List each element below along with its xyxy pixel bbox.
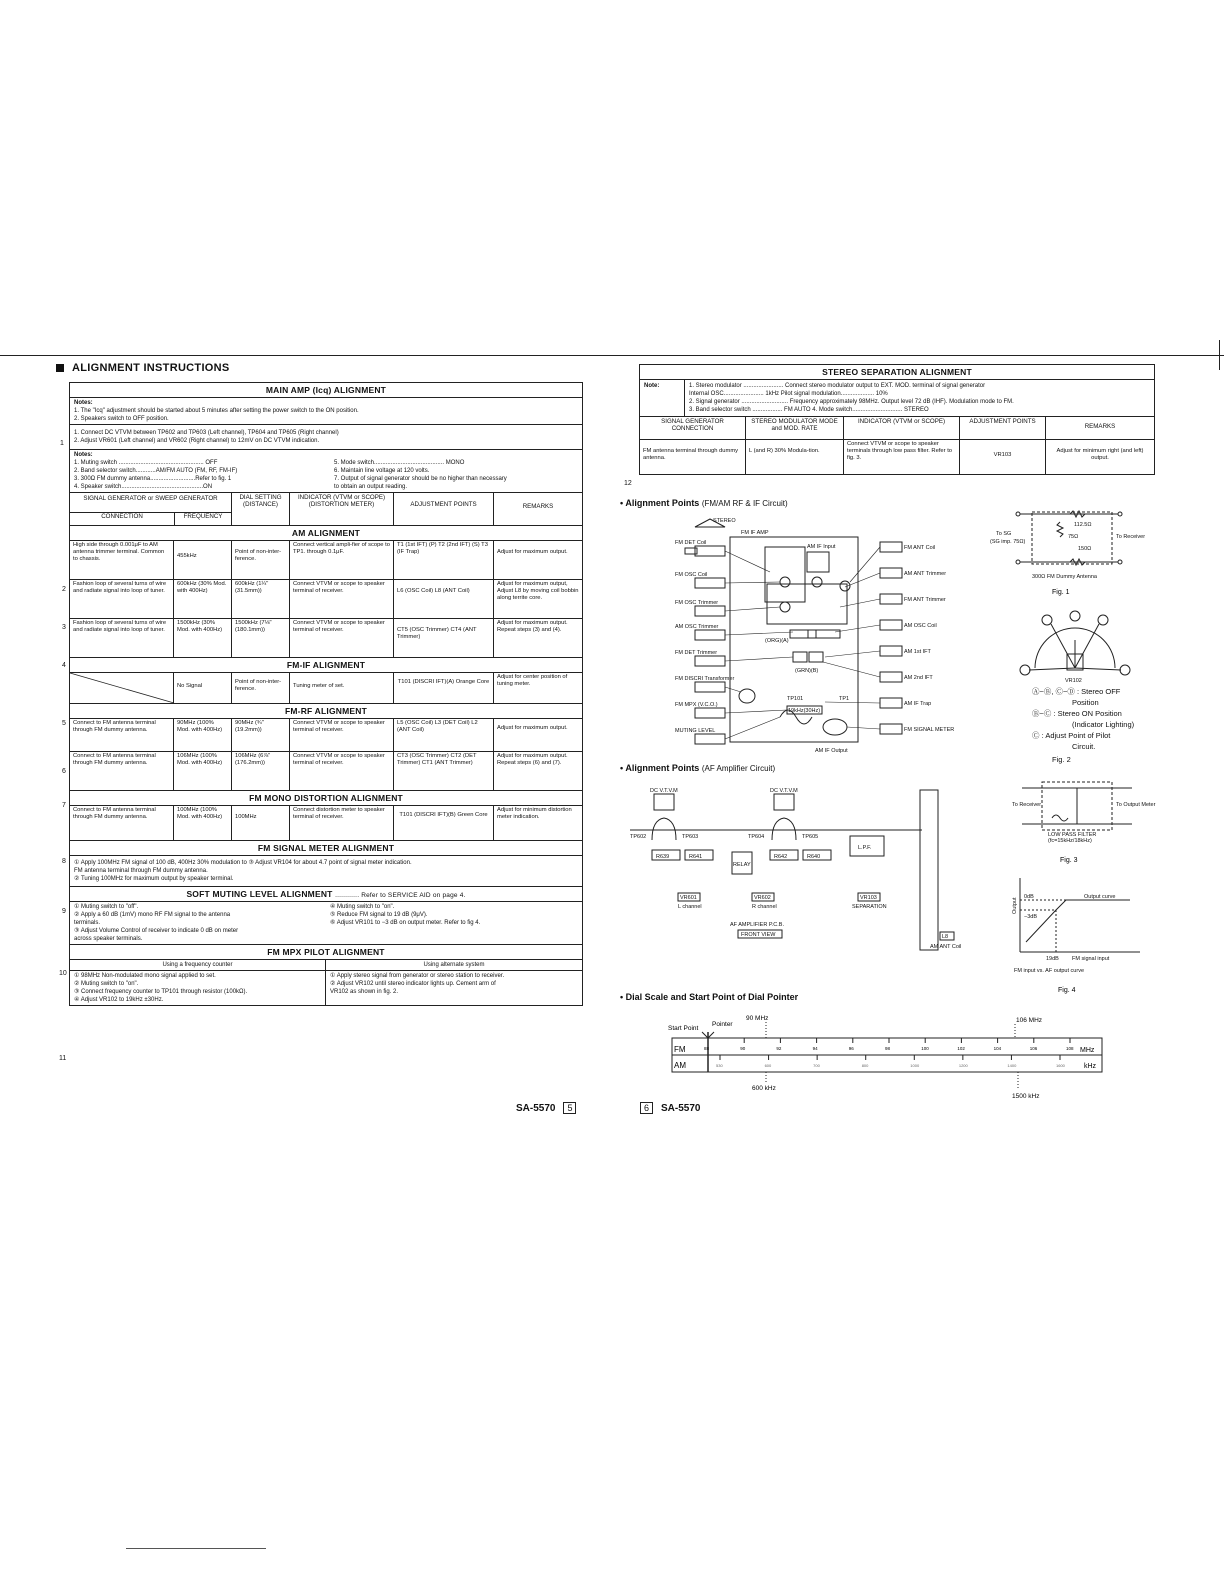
step-number: 9	[62, 908, 66, 915]
heading-sub: (AF Amplifier Circuit)	[701, 764, 776, 773]
table-row	[70, 719, 582, 752]
dial-fm-tick-label: 90	[740, 1046, 746, 1051]
af-label-vr103: VR103	[860, 895, 877, 901]
cell-frequency: 1500kHz (30% Mod. with 400Hz)	[174, 619, 232, 657]
rf-label-fm-signal-meter: FM SIGNAL METER	[904, 727, 955, 733]
cell-frequency: 100MHz (100% Mod. with 400Hz)	[174, 806, 232, 840]
header-indicator: INDICATOR (VTVM or SCOPE)	[844, 417, 960, 439]
note-line: 4. Speaker switch.................................................ON	[74, 484, 213, 490]
af-board-diagram	[630, 780, 960, 980]
rf-label-am-osc-coil: AM OSC Coil	[904, 623, 937, 629]
af-label-rch: R channel	[752, 904, 777, 910]
stereo-notes	[640, 380, 1154, 417]
cell-indicator: Connect VTVM or scope to speaker terminal of receiver.	[290, 580, 394, 618]
dial-fm-tick-label: 92	[776, 1046, 782, 1051]
table-row	[70, 541, 582, 580]
cell-frequency: 455kHz	[174, 541, 232, 579]
af-label-dcvtvm: DC V.T.V.M	[650, 788, 678, 794]
af-label-pcb: AF AMPLIFIER P.C.B.	[730, 922, 784, 928]
header-connection: CONNECTION	[70, 513, 175, 525]
step-number: 1	[60, 440, 64, 447]
dial-fm-label: FM	[674, 1045, 686, 1054]
dial-am-tick-label: 800	[861, 1063, 869, 1068]
cell-connection: Fashion loop of several turns of wire and radiate signal into loop of tuner.	[70, 619, 174, 657]
model-number: SA-5570	[516, 1102, 556, 1114]
notes-label: Notes:	[74, 452, 93, 458]
dial-mhz-unit: MHz	[1080, 1047, 1095, 1054]
bottom-rule	[126, 1548, 266, 1549]
fig3-lpf-sub: (fc=15kHz/18kHz)	[1048, 838, 1092, 844]
step-line: terminals.	[74, 920, 101, 926]
heading-dial-scale: • Dial Scale and Start Point of Dial Pointer	[620, 992, 799, 1002]
rf-label-stereo: STEREO	[713, 518, 736, 524]
cell-dial: 90MHz (¾" (19.2mm))	[232, 719, 290, 751]
step-line: ① 98MHz Non-modulated mono signal applied to set.	[74, 973, 216, 979]
dial-fm-tick-label: 108	[1066, 1046, 1074, 1051]
header-remarks: REMARKS	[1084, 423, 1116, 430]
cell-dial: 1500kHz (7⅛" (180.1mm))	[232, 619, 290, 657]
fig1-r1: 112.5Ω	[1074, 522, 1092, 528]
header-signal-generator: SIGNAL GENERATOR or SWEEP GENERATOR	[70, 493, 231, 513]
af-label-relay: RELAY	[733, 862, 751, 868]
af-label-front-view: FRONT VIEW	[741, 932, 776, 938]
fig3-to-receiver: To Receiver	[1012, 802, 1042, 808]
page-number: 5	[563, 1102, 576, 1114]
rf-label-fm-osc-coil: FM OSC Coil	[675, 572, 708, 578]
rf-label-tp101: TP101	[787, 696, 804, 702]
section-title-am: AM ALIGNMENT	[70, 526, 582, 541]
fig4-axis: Output	[1012, 897, 1018, 914]
fig1-label: Fig. 1	[1052, 589, 1070, 596]
dial-600khz: 600 kHz	[752, 1085, 776, 1092]
dial-am-tick-label: 600	[764, 1063, 772, 1068]
cell-connection: Fashion loop of several turns of wire and radiate signal into loop of tuner.	[70, 580, 174, 618]
heading-alignment-rf	[620, 498, 788, 508]
rf-board-diagram	[675, 512, 955, 757]
step-line: ② Muting switch to "on".	[74, 981, 139, 987]
step-number: 10	[59, 970, 67, 977]
section-title-main-amp: MAIN AMP (Icq) ALIGNMENT	[70, 383, 582, 398]
heading-text: • Alignment Points	[620, 498, 700, 508]
step-line: ② Apply a 60 dB (1mV) mono RF FM signal to the antenna	[74, 912, 231, 918]
fig1-caption: 300Ω FM Dummy Antenna	[1032, 574, 1097, 580]
mpx-steps	[70, 971, 582, 1005]
cell-remarks: Adjust for maximum output.	[497, 725, 568, 731]
fig4-label: Fig. 4	[1058, 987, 1076, 994]
step-number: 5	[62, 720, 66, 727]
cell-adjustment: L5 (OSC Coil) L3 (DET Coil) L2 (ANT Coil)	[394, 719, 494, 751]
rf-label-fm-osc-trimmer: FM OSC Trimmer	[675, 600, 719, 606]
step-line: VR102 as shown in fig. 2.	[330, 989, 399, 995]
note-line: 1. Muting switch ................................................... OFF	[74, 460, 218, 466]
cell-adjustment: T1 (1st IFT) (P) T2 (2nd IFT) (S) T3 (IF Trap)	[394, 541, 494, 579]
step-line: ② Tuning 100MHz for maximum output by speaker terminal.	[74, 876, 234, 882]
cell-mode: L (and R) 30% Modula-tion.	[746, 440, 844, 474]
step-number: 6	[62, 768, 66, 775]
cell-adjustment: T101 (DISCRI IFT)(B) Green Core	[394, 806, 494, 840]
cell-adjustment: T101 (DISCRI IFT)(A) Orange Core	[394, 673, 494, 703]
cell-indicator: Connect distortion meter to speaker terminal of receiver.	[290, 806, 394, 840]
step-line: ① Apply 100MHz FM signal of 100 dB, 400Hz 30% modulation to ③ Adjust VR104 for about 4.7 point of signal meter indication.	[74, 860, 412, 866]
rf-label-fm-det-coil: FM DET Coil	[675, 540, 707, 546]
model-number: SA-5570	[661, 1102, 701, 1114]
fig2-legend	[1032, 686, 1134, 765]
fig2-line: Circuit.	[1072, 742, 1096, 751]
af-label-vr602: VR602	[754, 895, 771, 901]
af-label-lch: L channel	[678, 904, 702, 910]
rf-label-fm-discri: FM DISCRI Transformer	[675, 676, 735, 682]
af-label-tp602: TP602	[630, 834, 647, 840]
dial-1500khz: 1500 kHz	[1012, 1093, 1040, 1100]
step-number: 7	[62, 802, 66, 809]
note-line: 1. The "Icq" adjustment should be started about 5 minutes after setting the power switch to the ON position.	[74, 408, 359, 414]
dial-scale-diagram	[660, 1008, 1120, 1100]
af-label-dcvtvm: DC V.T.V.M	[770, 788, 798, 794]
cell-connection: Connect to FM antenna terminal through FM dummy antenna.	[70, 719, 174, 751]
cell-dial: 106MHz (6⅞" (176.2mm))	[232, 752, 290, 790]
cell-connection: Connect to FM antenna terminal through FM dummy antenna.	[70, 806, 174, 840]
figure-2-vr102	[1015, 610, 1135, 685]
cell-connection: High side through 0.001μF to AM antenna trimmer terminal. Common to chassis.	[70, 541, 174, 579]
step-line: ① Muting switch to "off".	[74, 904, 139, 910]
figure-1-dummy-antenna	[990, 508, 1155, 603]
rf-label-green: (GRN)(B)	[795, 668, 819, 674]
note-line: 6. Maintain line voltage at 120 volts.	[334, 468, 430, 474]
cell-indicator: Connect VTVM or scope to speaker terminal of receiver.	[290, 719, 394, 751]
step-line: FM antenna terminal through FM dummy antenna.	[74, 868, 208, 874]
step-number: 12	[624, 480, 632, 487]
fig2-line: Ⓑ~Ⓒ : Stereo ON Position	[1032, 709, 1122, 718]
dial-am-tick-label: 1200	[958, 1063, 968, 1068]
section-title-mpx: FM MPX PILOT ALIGNMENT	[70, 945, 582, 960]
rf-label-19khz: 19kHz(30Hz)	[788, 708, 821, 714]
rf-label-tp1: TP1	[839, 696, 850, 702]
fig4-m3db: −3dB	[1024, 914, 1037, 920]
note-line: 2. Signal generator ............................ Frequency approximately 98MHz. Output level 72 dB (IHF). Modulation mode to FM.	[689, 399, 1014, 405]
rf-label-am-1st-ift: AM 1st IFT	[904, 649, 931, 655]
step-line: ③ Adjust Volume Control of receiver to indicate 0 dB on meter	[74, 928, 239, 934]
cell-indicator: Connect VTVM or scope to speaker terminal of receiver.	[290, 752, 394, 790]
fig1-sg-imp: (SG imp. 75Ω)	[990, 539, 1026, 545]
af-label-r640: R640	[807, 854, 821, 860]
fig1-to-sg: To SG	[996, 531, 1012, 537]
main-amp-notes	[70, 398, 582, 425]
cell-adjustment: VR103	[960, 440, 1046, 474]
fig3-label: Fig. 3	[1060, 857, 1078, 864]
rf-label-fm-ant-trimmer: FM ANT Trimmer	[904, 597, 946, 603]
af-label-r639: R639	[656, 854, 670, 860]
cell-remarks: Adjust for maximum output. Repeat steps (6) and (7).	[497, 753, 568, 766]
cell-remarks: Adjust for maximum output.	[497, 549, 568, 555]
left-page-header	[56, 362, 586, 374]
af-label-lpf: L.P.F.	[858, 845, 872, 851]
note-line: 2. Band selector switch............AM/FM AUTO (FM, RF, FM-IF)	[74, 468, 238, 474]
cell-dial: Point of non-inter-ference.	[232, 541, 290, 579]
dial-am-tick-label: 1000	[910, 1063, 920, 1068]
cell-frequency: No Signal	[174, 673, 232, 703]
af-label-vr601: VR601	[680, 895, 697, 901]
dial-fm-tick-label: 102	[957, 1046, 965, 1051]
soft-muting-title: SOFT MUTING LEVEL ALIGNMENT	[186, 889, 333, 899]
af-label-r641: R641	[689, 854, 703, 860]
fig4-caption: FM input vs. AF output curve	[1014, 968, 1085, 974]
figure-3-lpf	[1012, 778, 1156, 868]
dial-pointer: Pointer	[712, 1021, 733, 1028]
step-line: ① Apply stereo signal from generator or stereo station to receiver.	[330, 973, 505, 979]
general-notes	[70, 450, 582, 493]
dial-fm-tick-label: 106	[1029, 1046, 1038, 1051]
note-line: 3. Band selector switch .................. FM AUTO 4. Mode switch.............................. STEREO	[689, 407, 929, 413]
dial-am-tick-label: 530	[716, 1063, 723, 1068]
dial-khz-unit: kHz	[1084, 1063, 1097, 1070]
cell-remarks: Adjust for maximum output. Repeat steps (3) and (4).	[497, 620, 568, 633]
cell-adjustment: CT5 (OSC Trimmer) CT4 (ANT Trimmer)	[394, 619, 494, 657]
rf-label-fm-ant-coil: FM ANT Coil	[904, 545, 936, 551]
dial-am-label: AM	[674, 1061, 686, 1070]
dial-am-tick-label: 700	[813, 1063, 820, 1068]
page-top-rule	[0, 355, 1224, 356]
cell-adjustment: L6 (OSC Coil) L8 (ANT Coil)	[394, 580, 494, 618]
step-line: ⑤ Reduce FM signal to 19 dB (9μV).	[330, 912, 428, 918]
fig2-label: Fig. 2	[1052, 755, 1071, 764]
dial-90mhz: 90 MHz	[746, 1015, 769, 1022]
step-line: ④ Muting switch to "on".	[330, 904, 395, 910]
fig2-line: Ⓐ~Ⓑ, Ⓒ~Ⓓ : Stereo OFF	[1032, 687, 1121, 696]
section-title-stereo: STEREO SEPARATION ALIGNMENT	[640, 365, 1154, 380]
rf-label-fm-det-trimmer: FM DET Trimmer	[675, 650, 718, 656]
cell-connection: Connect to FM antenna terminal through FM dummy antenna.	[70, 752, 174, 790]
section-title-fmrf: FM-RF ALIGNMENT	[70, 704, 582, 719]
header-remarks: REMARKS	[522, 503, 554, 510]
fig1-to-receiver: To Receiver	[1116, 534, 1146, 540]
af-label-l8: L8	[942, 934, 949, 940]
cell-remarks: Adjust for maximum output, Adjust L8 by moving coil bobbin along territe core.	[497, 581, 579, 601]
step-line: ② Adjust VR102 until stereo indicator lights up. Cement arm of	[330, 981, 496, 987]
stereo-separation-table	[639, 364, 1155, 475]
fig4-fm-input: FM signal input	[1072, 956, 1110, 962]
note-line: 7. Output of signal generator should be no higher than necessary	[334, 476, 507, 482]
section-title-soft-muting	[70, 887, 582, 902]
rf-label-am-2nd-ift: AM 2nd IFT	[904, 675, 933, 681]
rf-label-fm-mpx: FM MPX (V.C.O.)	[675, 702, 718, 708]
header-sg-connection: SIGNAL GENERATOR CONNECTION	[640, 417, 746, 439]
af-label-tp604: TP604	[748, 834, 765, 840]
af-label-tp603: TP603	[682, 834, 699, 840]
step-line: ⑥ Adjust VR101 to −3 dB on output meter. Refer to fig 4.	[330, 920, 481, 926]
rf-label-fm-if-amp: FM IF AMP	[741, 530, 769, 536]
header-frequency: FREQUENCY	[183, 513, 223, 520]
fig1-r3: 150Ω	[1078, 546, 1092, 552]
header-stereo-mod: STEREO MODULATOR MODE and MOD. RATE	[746, 417, 844, 439]
dial-fm-tick-label: 94	[812, 1046, 818, 1051]
cell-indicator: Tuning meter of set.	[290, 673, 394, 703]
dial-fm-tick-label: 96	[848, 1046, 854, 1051]
cell-remarks: Adjust for minimum right (and left) output.	[1056, 448, 1144, 461]
cell-indicator: Connect VTVM or scope to speaker terminals through low pass filter. Refer to fig. 3.	[844, 440, 960, 474]
fig4-curve: Output curve	[1084, 894, 1116, 900]
rf-label-am-osc-trimmer: AM OSC Trimmer	[675, 624, 719, 630]
step-line: 1. Connect DC VTVM between TP602 and TP603 (Left channel), TP604 and TP605 (Right channel)	[74, 430, 339, 436]
table-row	[70, 673, 582, 704]
main-amp-step1	[70, 425, 582, 450]
rf-label-am-if-output: AM IF Output	[815, 748, 848, 754]
heading-alignment-af	[620, 763, 775, 773]
section-title-fm-signal-meter: FM SIGNAL METER ALIGNMENT	[70, 841, 582, 856]
notes-label: Notes:	[74, 400, 93, 406]
af-label-am-ant-coil: AM ANT Coil	[930, 944, 962, 950]
heading-sub: (FM/AM RF & IF Circuit)	[701, 499, 788, 508]
note-line: to obtain an output reading.	[334, 484, 408, 490]
cell-dial: 600kHz (1¼" (31.5mm))	[232, 580, 290, 618]
note-line: 2. Speakers switch to OFF position.	[74, 416, 169, 422]
heading-text: • Alignment Points	[620, 763, 700, 773]
fig1-r2: 75Ω	[1068, 534, 1079, 540]
cell-indicator: Connect vertical ampli-fier of scope to TP1. through 0.1μF.	[290, 541, 394, 579]
table-row	[70, 752, 582, 791]
table-header-row	[70, 493, 582, 526]
cell-frequency: 90MHz (100% Mod. with 400Hz)	[174, 719, 232, 751]
fig2-vr102: VR102	[1065, 678, 1082, 684]
rf-label-am-ant-trimmer: AM ANT Trimmer	[904, 571, 947, 577]
rf-label-am-if-input: AM IF Input	[807, 544, 836, 550]
dial-fm-tick-label: 98	[885, 1046, 891, 1051]
section-title-fm-mono: FM MONO DISTORTION ALIGNMENT	[70, 791, 582, 806]
step-number: 11	[59, 1055, 67, 1062]
dial-fm-tick-label: 100	[921, 1046, 929, 1051]
dial-106mhz: 106 MHz	[1016, 1017, 1043, 1024]
dial-fm-tick-label: 88	[704, 1046, 710, 1051]
note-line: Internal OSC........................ 1kHz Pilot signal modulation.................... 10%	[689, 391, 888, 397]
mpx-header-right: Using alternate system	[423, 962, 485, 968]
mpx-headers	[70, 960, 582, 971]
step-number: 4	[62, 662, 66, 669]
dial-am-tick-label: 1600	[1056, 1063, 1065, 1068]
header-indicator: INDICATOR (VTVM or SCOPE) (DISTORTION METER)	[290, 493, 394, 525]
notes-label: Note:	[640, 380, 685, 416]
step-line: 2. Adjust VR601 (Left channel) and VR602 (Right channel) to 12mV on DC VTVM indication.	[74, 438, 320, 444]
bullet-square-icon	[56, 364, 64, 372]
af-label-tp605: TP605	[802, 834, 819, 840]
cell-remarks: Adjust for center position of tuning meter.	[497, 674, 568, 687]
table-row	[70, 580, 582, 619]
fig4-19db: 19dB	[1046, 956, 1059, 962]
section-title-fmif: FM-IF ALIGNMENT	[70, 658, 582, 673]
cell-frequency: 106MHz (100% Mod. with 400Hz)	[174, 752, 232, 790]
footer-left	[516, 1102, 576, 1114]
figure-4-curve	[1010, 878, 1150, 998]
step-number: 8	[62, 858, 66, 865]
step-number: 3	[62, 624, 66, 631]
soft-muting-ref: ............ Refer to SERVICE AID on page 4.	[335, 892, 466, 899]
soft-muting-steps	[70, 902, 582, 945]
dial-fm-tick-label: 104	[993, 1046, 1002, 1051]
note-line: 5. Mode switch.......................................... MONO	[334, 460, 465, 466]
page-edge-rule	[1219, 340, 1220, 370]
fig3-lpf: LOW PASS FILTER	[1048, 832, 1097, 838]
table-row	[70, 806, 582, 841]
fig4-0db: 0dB	[1024, 894, 1034, 900]
fig2-line: (Indicator Lighting)	[1072, 720, 1135, 729]
cell-dial: Point of non-inter-ference.	[232, 673, 290, 703]
dial-am-tick-label: 1400	[1007, 1063, 1017, 1068]
af-label-separation: SEPARATION	[852, 904, 887, 910]
note-line: 3. 300Ω FM dummy antenna...........................Refer to fig. 1	[74, 476, 232, 482]
rf-label-am-if-trap: AM IF Trap	[904, 701, 932, 707]
cell-indicator: Connect VTVM or scope to speaker terminal of receiver.	[290, 619, 394, 657]
page-title: ALIGNMENT INSTRUCTIONS	[72, 362, 230, 374]
step-line: ③ Connect frequency counter to TP101 through resistor (100kΩ).	[74, 989, 248, 995]
fig3-to-output: To Output Meter	[1116, 802, 1156, 808]
cell-adjustment: CT3 (OSC Trimmer) CT2 (DET Trimmer) CT1 (ANT Trimmer)	[394, 752, 494, 790]
step-line: across speaker terminals.	[74, 936, 143, 942]
mpx-header-left: Using a frequency counter	[70, 960, 326, 970]
table-row	[640, 440, 1154, 474]
fig2-line: Ⓒ : Adjust Point of Pilot	[1032, 731, 1111, 740]
step-line: ④ Adjust VR102 to 19kHz ±30Hz.	[74, 997, 164, 1003]
dial-start-point: Start Point	[668, 1025, 699, 1032]
footer-right	[640, 1102, 700, 1114]
header-adjustment-points: ADJUSTMENT POINTS	[394, 493, 494, 525]
cell-connection: FM antenna terminal through dummy antenna.	[640, 440, 746, 474]
step-number: 2	[62, 586, 66, 593]
rf-label-muting: MUTING LEVEL	[675, 728, 716, 734]
table-row	[70, 619, 582, 658]
fig2-line: Position	[1072, 698, 1099, 707]
fm-signal-meter-steps	[70, 856, 582, 887]
page-number: 6	[640, 1102, 653, 1114]
stereo-header-row	[640, 417, 1154, 440]
header-adjustment: ADJUSTMENT POINTS	[960, 417, 1046, 439]
rf-label-orange: (ORG)(A)	[765, 638, 789, 644]
note-line: 1. Stereo modulator ........................ Connect stereo modulator output to EXT. MOD. terminal of signal generator	[689, 383, 986, 389]
af-label-r642: R642	[774, 854, 788, 860]
header-dial-setting: DIAL SETTING (DISTANCE)	[232, 493, 290, 525]
cell-frequency: 600kHz (30% Mod. with 400Hz)	[174, 580, 232, 618]
cell-diagonal	[70, 673, 174, 703]
cell-dial: 100MHz	[232, 806, 290, 840]
cell-remarks: Adjust for minimum distortion meter indication.	[497, 807, 572, 820]
alignment-table	[69, 382, 583, 1006]
